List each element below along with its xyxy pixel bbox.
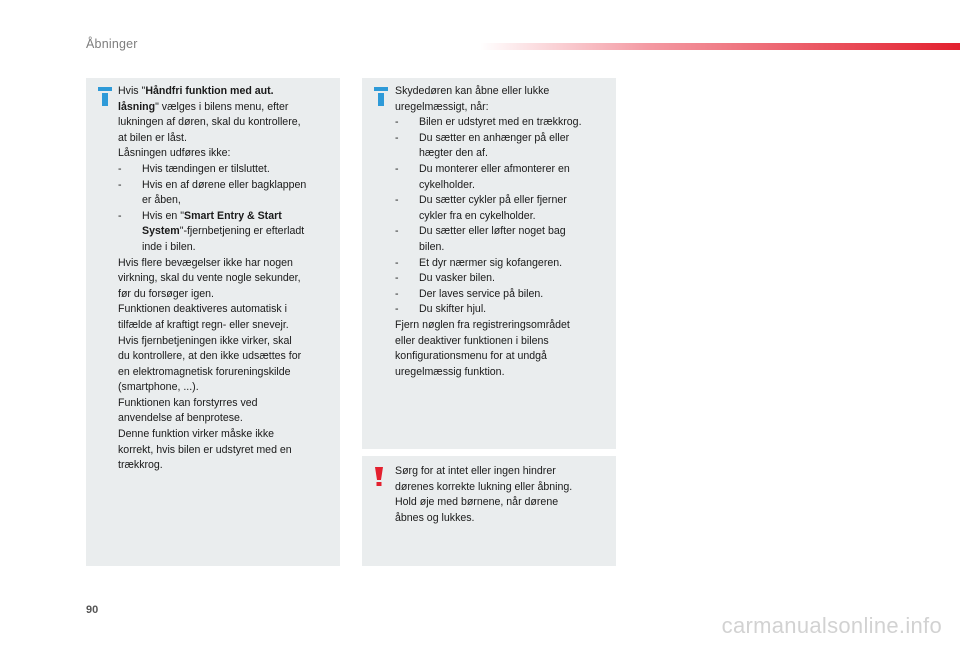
- sliding-door-text: [395, 84, 610, 380]
- list-dash: -: [118, 178, 122, 191]
- list-dash: -: [395, 131, 399, 144]
- text-line: låsning" vælges i bilens menu, efter: [118, 100, 289, 113]
- info-icon: [98, 87, 112, 106]
- text-line: eller deaktiver funktionen i bilens: [395, 334, 549, 347]
- list-item-text: Du sætter eller løfter noget bag: [419, 225, 566, 238]
- list-item: [118, 162, 334, 178]
- text-line: tilfælde af kraftigt regn- eller snevejr.: [118, 318, 289, 331]
- list-item: [395, 256, 610, 272]
- list-item-text: bilen.: [419, 240, 445, 253]
- list-item-text: cykler fra en cykelholder.: [419, 209, 536, 222]
- text-line: Funktionen deaktiveres automatisk i: [118, 303, 287, 316]
- list-item-text: er åben,: [142, 194, 181, 207]
- page-header-title: Åbninger: [86, 37, 138, 51]
- text-line: Sørg for at intet eller ingen hindrer: [395, 465, 556, 477]
- list-item: [395, 287, 610, 303]
- list-item-text: Hvis tændingen er tilsluttet.: [142, 162, 270, 175]
- text-line: Låsningen udføres ikke:: [118, 147, 231, 160]
- list-item-text: Bilen er udstyret med en trækkrog.: [419, 116, 582, 129]
- text-line: en elektromagnetisk forureningskilde: [118, 365, 291, 378]
- list-item-text: Der laves service på bilen.: [419, 287, 544, 300]
- text-line: at bilen er låst.: [118, 131, 187, 144]
- bold-term: System: [142, 225, 180, 238]
- list-item-text: Et dyr nærmer sig kofangeren.: [419, 256, 563, 269]
- info-box-handsfree: [86, 78, 340, 566]
- text-line: Skydedøren kan åbne eller lukke: [395, 85, 550, 97]
- text-line: Hvis fjernbetjeningen ikke virker, skal: [118, 334, 292, 347]
- text-line: anvendelse af benprotese.: [118, 412, 243, 425]
- text-line: konfigurationsmenu for at undgå: [395, 350, 547, 363]
- info-box-sliding-door: [362, 78, 616, 449]
- text-line: korrekt, hvis bilen er udstyret med en: [118, 443, 292, 456]
- text-line: dørenes korrekte lukning eller åbning.: [395, 480, 573, 493]
- list-item-text: Hvis en "Smart Entry & Start: [142, 209, 282, 222]
- watermark: carmanualsonline.info: [721, 613, 942, 638]
- text-line: Fjern nøglen fra registreringsområdet: [395, 318, 570, 331]
- text-line: (smartphone, ...).: [118, 381, 199, 394]
- list-item-text: inde i bilen.: [142, 240, 196, 253]
- list-dash: -: [118, 162, 122, 175]
- text-line: lukningen af døren, skal du kontrollere,: [118, 116, 301, 129]
- list-item: [118, 209, 334, 256]
- text-line: Hvis flere bevægelser ikke har nogen: [118, 256, 293, 269]
- list-dash: -: [395, 225, 399, 238]
- list-dash: -: [395, 272, 399, 285]
- list-item: [395, 131, 610, 162]
- text-line: virkning, skal du vente nogle sekunder,: [118, 272, 301, 285]
- text-line: uregelmæssig funktion.: [395, 365, 505, 378]
- list-item-text: hægter den af.: [419, 147, 488, 160]
- list-item-text: Hvis en af dørene eller bagklappen: [142, 178, 307, 191]
- list-item-text: cykelholder.: [419, 178, 475, 191]
- header-accent-bar: [480, 43, 960, 50]
- list-item: [395, 193, 610, 224]
- list-item: [395, 302, 610, 318]
- bold-term: Smart Entry & Start: [184, 209, 282, 222]
- warning-box-children: [362, 456, 616, 566]
- text-line: åbnes og lukkes.: [395, 511, 475, 524]
- list-item: [395, 224, 610, 255]
- list-item: [118, 178, 334, 209]
- list-item-text: Du sætter cykler på eller fjerner: [419, 194, 567, 207]
- list-dash: -: [395, 303, 399, 316]
- text-line: Hvis "Håndfri funktion med aut.: [118, 85, 274, 97]
- list-item-text: System"-fjernbetjening er efterladt: [142, 225, 305, 238]
- text-line: Denne funktion virker måske ikke: [118, 428, 275, 441]
- list-item-text: Du monterer eller afmonterer en: [419, 162, 570, 175]
- list-item-text: Du vasker bilen.: [419, 272, 495, 285]
- page-number: 90: [86, 604, 99, 616]
- list-dash: -: [395, 162, 399, 175]
- text-line: uregelmæssigt, når:: [395, 100, 489, 113]
- text-line: trækkrog.: [118, 459, 163, 472]
- list-item-text: Du skifter hjul.: [419, 303, 487, 316]
- list-item: [395, 115, 610, 131]
- text-line: Funktionen kan forstyrres ved: [118, 396, 258, 409]
- list-item: [395, 271, 610, 287]
- list-dash: -: [395, 116, 399, 129]
- info-icon: [374, 87, 388, 106]
- list-item-text: Du sætter en anhænger på eller: [419, 131, 570, 144]
- text-line: Hold øje med børnene, når dørene: [395, 496, 559, 509]
- warning-text: [395, 464, 607, 526]
- list-item: [395, 162, 610, 193]
- warning-icon: [373, 467, 385, 486]
- bold-term: låsning: [118, 100, 156, 113]
- list-dash: -: [395, 287, 399, 300]
- list-dash: -: [395, 194, 399, 207]
- list-dash: -: [118, 209, 122, 222]
- handsfree-text: [118, 84, 334, 474]
- list-dash: -: [395, 256, 399, 269]
- bold-term: Håndfri funktion med aut.: [145, 85, 274, 97]
- text-line: du kontrollere, at den ikke udsættes for: [118, 350, 302, 363]
- text-line: før du forsøger igen.: [118, 287, 214, 300]
